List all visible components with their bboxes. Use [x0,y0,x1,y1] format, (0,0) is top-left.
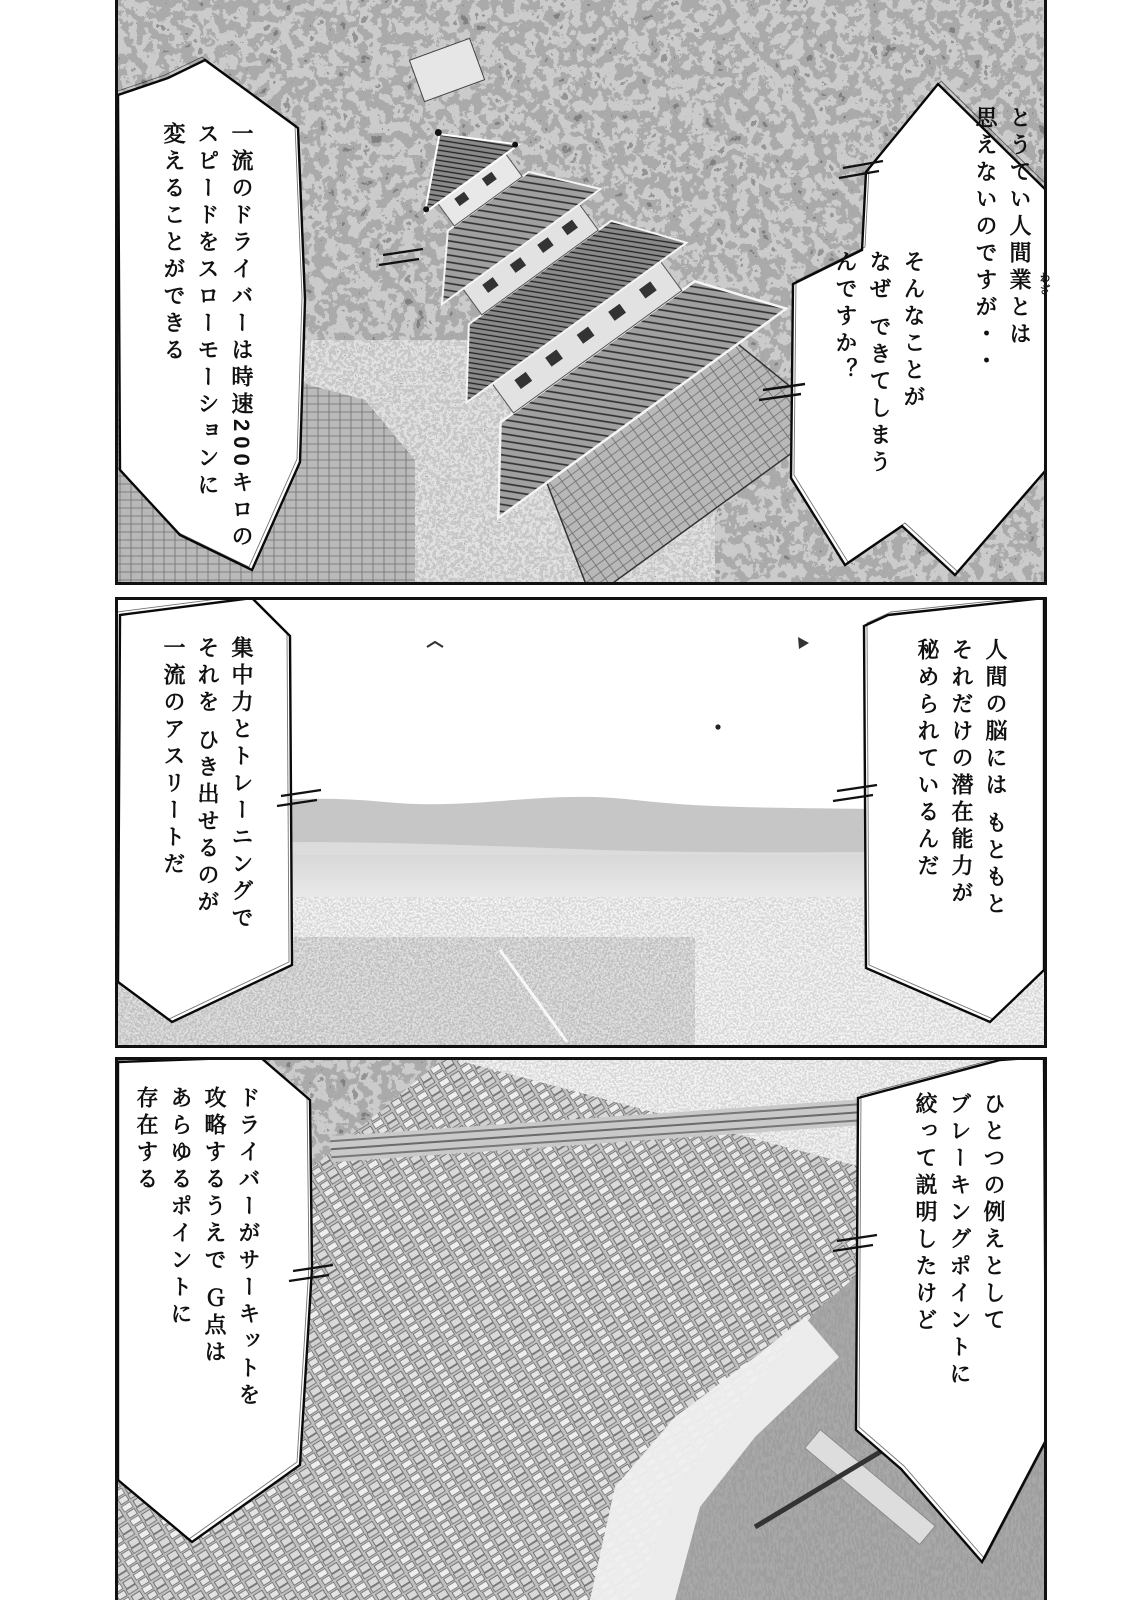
dialogue-p2-right [910,638,1012,919]
dialogue-line: 一流のドライバーは時速200キロの [229,122,254,552]
dialogue-line: それだけの潜在能力が [949,638,974,908]
dialogue-p2-left [156,636,258,933]
dialogue-line: ひとつの例えとして [981,1092,1006,1335]
dialogue-line: 一流のアスリートだ [161,636,186,879]
dialogue-line: 存在する [134,1086,159,1194]
dialogue-line: ドライバーがサーキットを [236,1086,261,1410]
furigana-waza: わざ [1038,272,1050,296]
bird-speck [715,724,720,729]
dialogue-line: それを ひき出せるのが [195,636,220,918]
dialogue-p1-right-a [968,106,1036,376]
dialogue-line: 秘められているんだ [915,638,940,881]
dialogue-line: 思えないのですが・・ [973,106,998,376]
dialogue-line: 絞って説明したけど [913,1092,938,1335]
dialogue-line: 人間の脳には もともと [983,638,1008,920]
dialogue-line: スピードをスローモーションに [195,122,220,500]
dialogue-p1-right-b [828,250,930,477]
dialogue-line: 変えることができる [161,122,186,365]
dialogue-line: とうてい人間業とは [1007,106,1032,349]
dialogue-line: なぜ できてしまう [867,250,892,478]
dialogue-line: んですか？ [833,250,858,385]
dialogue-line: あらゆるポイントに [168,1086,193,1329]
dialogue-p3-left [129,1086,265,1410]
dialogue-p1-left [156,122,258,552]
dialogue-p3-right [908,1092,1010,1389]
dialogue-line: そんなことが [901,250,926,412]
dialogue-line: ブレーキングポイントに [947,1092,972,1389]
dialogue-line: 攻略するうえで Ｇ点は [202,1086,227,1368]
dialogue-line: 集中力とトレーニングで [229,636,254,933]
